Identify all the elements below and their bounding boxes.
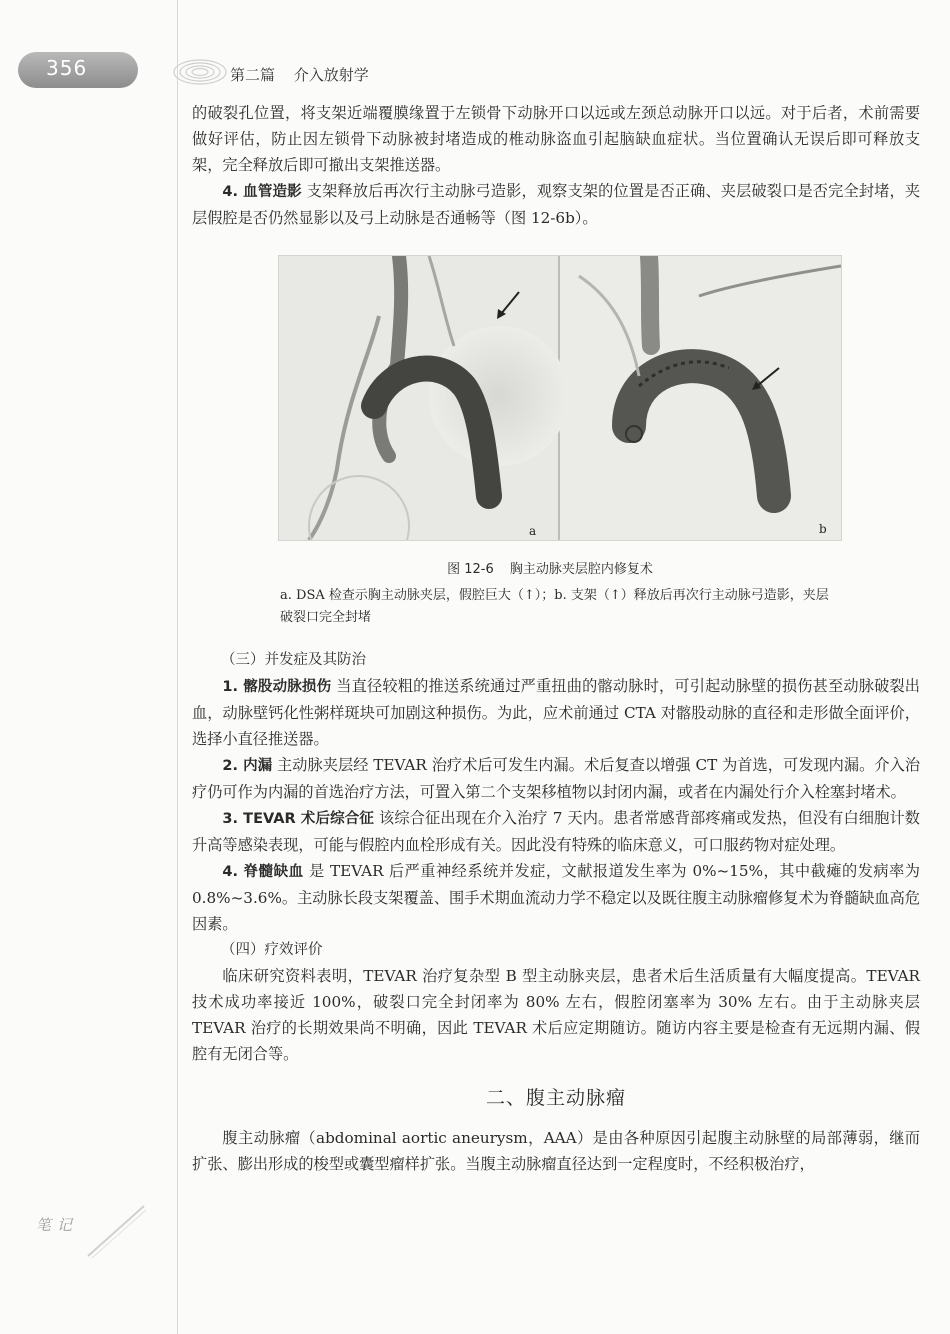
complication-term: 4. 脊髓缺血	[222, 864, 304, 880]
complication-text: 该综合征出现在介入治疗 7 天内。患者常感背部疼痛或发热，但没有白细胞计数升高等感染表现，可能与假腔内血栓形成有关。因此没有特殊的临床意义，可口服药物对症处理。	[192, 809, 920, 854]
section-title-aaa: 二、腹主动脉瘤	[485, 1087, 626, 1109]
notes-label: 笔记	[36, 1216, 79, 1234]
complication-term: 2. 内漏	[222, 758, 273, 774]
angiography-text: 支架释放后再次行主动脉弓造影，观察支架的位置是否正确、夹层破裂口是否完全封堵，夹层假腔是否仍然显影以及弓上动脉是否通畅等（图 12-6b）。	[192, 182, 921, 227]
efficacy-text: 临床研究资料表明，TEVAR 治疗复杂型 B 型主动脉夹层，患者术后生活质量有大幅度提高。TEVAR 技术成功率接近 100%，破裂口完全封闭率为 80% 左右，假腔闭塞率为 30% 左右。由于主动脉夹层 TEVAR 治疗的长期效果尚不明确，因此 TEVAR 术后应定期随访。随访内容主要是检查有无远期内漏、假腔有无闭合等。	[192, 967, 920, 1063]
figure-title: 胸主动脉夹层腔内修复术	[509, 562, 653, 577]
aaa-intro-text: 腹主动脉瘤（abdominal aortic aneurysm，AAA）是由各种原因引起腹主动脉壁的局部薄弱，继而扩张、膨出形成的梭型或囊型瘤样扩张。当腹主动脉瘤直径达到一定程度时，不经积极治疗，	[192, 1129, 920, 1173]
figure-number: 图 12-6	[447, 562, 494, 577]
angiography-term: 4. 血管造影	[222, 184, 302, 200]
figure-12-6-image	[278, 255, 842, 541]
figure-panel-label-b: b	[819, 522, 827, 536]
dsa-angiogram-illustration	[279, 256, 841, 540]
complication-text: 当直径较粗的推送系统通过严重扭曲的髂动脉时，可引起动脉壁的损伤甚至动脉破裂出血，动脉壁钙化性粥样斑块可加剧这种损伤。为此，应术前通过 CTA 对髂股动脉的直径和走形做全面评价，选择小直径推送器。	[192, 677, 920, 748]
figure-caption-title	[192, 557, 920, 583]
paragraph-angiography	[192, 178, 920, 231]
complication-term: 3. TEVAR 术后综合征	[222, 811, 375, 827]
figure-caption-text: a. DSA 检查示胸主动脉夹层，假腔巨大（↑）；b. 支架（↑）释放后再次行主动脉弓造影，夹层破裂口完全封堵	[280, 588, 829, 625]
complication-item	[192, 673, 920, 752]
part-number: 第二篇	[230, 66, 276, 84]
complication-item	[192, 805, 920, 858]
complication-term: 1. 髂股动脉损伤	[222, 679, 332, 695]
swirl-logo-icon	[170, 48, 230, 88]
paragraph-release: 的破裂孔位置，将支架近端覆膜缘置于左锁骨下动脉开口以远或左颈总动脉开口以远。对于后者，术前需要做好评估，防止因左锁骨下动脉被封堵造成的椎动脉盗血引起脑缺血症状。当位置确认无误后即可释放支架，完全释放后即可撤出支架推送器。	[192, 104, 920, 174]
complication-text: 主动脉夹层经 TEVAR 治疗术后可发生内漏。术后复查以增强 CT 为首选，可发现内漏。介入治疗仍可作为内漏的首选治疗方法，可置入第二个支架移植物以封闭内漏，或者在内漏处行介入栓塞封堵术。	[192, 756, 921, 801]
figure-panel-label-a: a	[529, 524, 537, 538]
complication-item	[192, 858, 920, 937]
margin-rule	[177, 0, 178, 1334]
complications-heading: （三）并发症及其防治	[221, 652, 366, 668]
page-number: 356	[46, 56, 88, 80]
complication-item	[192, 752, 920, 805]
efficacy-heading: （四）疗效评价	[221, 942, 323, 958]
running-head	[230, 64, 383, 85]
complication-text: 是 TEVAR 后严重神经系统并发症，文献报道发生率为 0%~15%，其中截瘫的发病率为 0.8%~3.6%。主动脉长段支架覆盖、围手术期血流动力学不稳定以及既往腹主动脉瘤修复术为脊髓缺血高危因素。	[192, 862, 920, 933]
part-title: 介入放射学	[293, 66, 369, 84]
pencil-icon	[80, 1200, 150, 1260]
page-content	[192, 100, 920, 1177]
